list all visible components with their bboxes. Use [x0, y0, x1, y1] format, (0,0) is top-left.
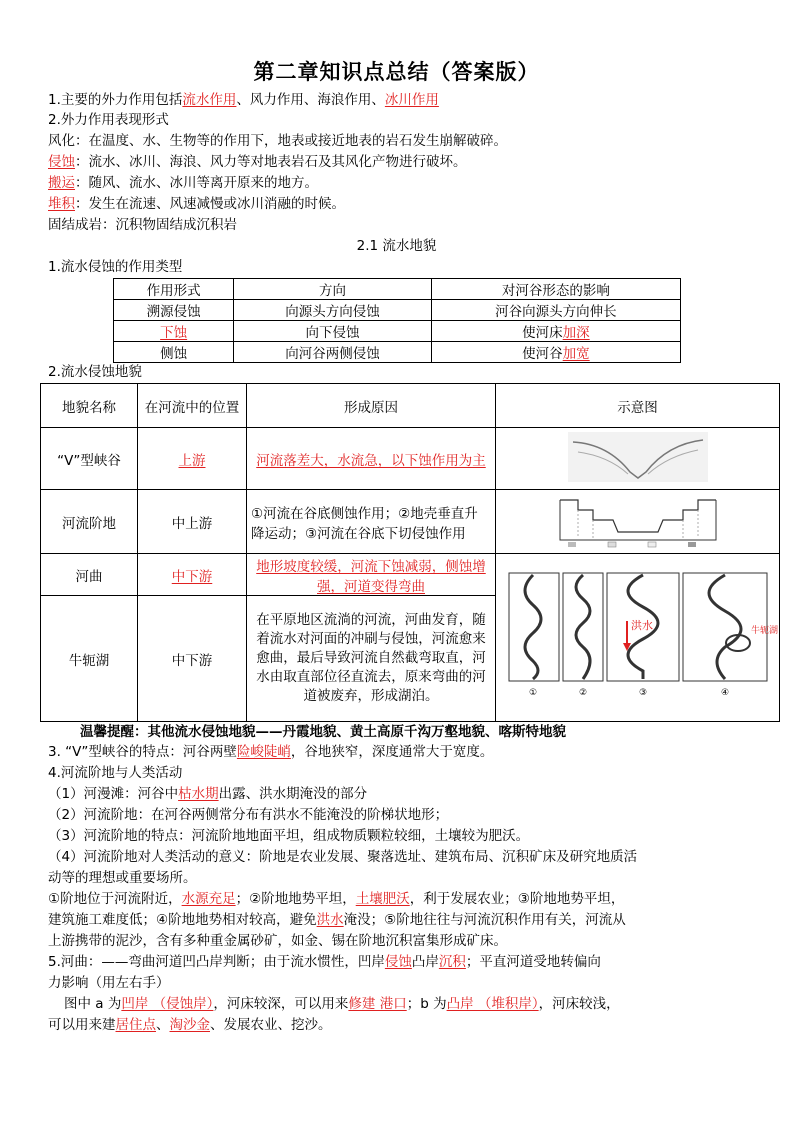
terrace-sketch: [558, 492, 718, 548]
term-transport: 搬运: [48, 175, 75, 191]
landform-reason: 在平原地区流淌的河流，河曲发育，随着流水对河面的冲刷与侵蚀，河流愈来愈曲，最后导致河流自然截弯取直，河水由取直部位径直流去，原来弯曲的河道被废弃，形成湖泊。: [247, 596, 496, 722]
diagram-meander-oxbow: [496, 554, 780, 722]
landform-name: 河流阶地: [41, 490, 138, 554]
line-banks-1: 图中 a 为凹岸 （侵蚀岸），河床较深，可以用来修建 港口；b 为凸岸 （堆积岸），河床较浅，: [64, 996, 620, 1012]
line-external-forces: 1.主要的外力作用包括流水作用、风力作用、海浪作用、冰川作用: [48, 92, 439, 108]
line-erosion: 侵蚀：流水、冰川、海浪、风力等对地表岩石及其风化产物进行破坏。: [48, 154, 467, 170]
line-meander-cont: 力影响（用左右手）: [48, 975, 170, 991]
table-row: [114, 300, 681, 321]
tip-line: 温馨提醒：其他流水侵蚀地貌——丹霞地貌、黄土高原千沟万壑地貌、喀斯特地貌: [80, 724, 566, 740]
step-label: ②: [578, 687, 587, 698]
term-deposition: 堆积: [48, 196, 75, 212]
table-row: [114, 321, 681, 342]
line-terrace-def: （2）河流阶地：在河谷两侧常分布有洪水不能淹没的阶梯状地形；: [48, 807, 449, 823]
table-cell: 溯源侵蚀: [114, 300, 234, 321]
line-v-valley-features: 3. “V”型峡谷的特点：河谷两壁险峻陡峭，谷地狭窄，深度通常大于宽度。: [48, 744, 494, 760]
table-cell: 使河谷加宽: [431, 342, 680, 363]
diagram-v-valley: [496, 428, 780, 490]
landform-reason: ①河流在谷底侧蚀作用；②地壳垂直升降运动；③河流在谷底下切侵蚀作用: [247, 490, 496, 554]
line-deposition: 堆积：发生在流速、风速减慢或冰川消融的时候。: [48, 196, 345, 212]
step-label: ④: [720, 687, 729, 698]
line-terrace-reasons-2: 建筑施工难度低；④阶地地势相对较高，避免洪水淹没；⑤阶地往往与河流沉积作用有关，河流从: [48, 912, 626, 928]
landform-name: 牛轭湖: [41, 596, 138, 722]
landform-position: 中上游: [138, 490, 247, 554]
line-terrace-heading: 4.河流阶地与人类活动: [48, 765, 183, 781]
landform-position: 上游: [138, 428, 247, 490]
table-row: [41, 428, 780, 490]
oxbow-lake-label: 牛轭湖: [750, 625, 778, 636]
table-header: 作用形式: [114, 279, 234, 300]
table-row: [41, 554, 780, 596]
line-floodplain: （1）河漫滩：河谷中枯水期出露、洪水期淹没的部分: [48, 786, 368, 802]
table-cell: 河谷向源头方向伸长: [431, 300, 680, 321]
table-header: 对河谷形态的影响: [431, 279, 680, 300]
landform-reason: 河流落差大，水流急，以下蚀作用为主: [247, 428, 496, 490]
line-banks-2: 可以用来建居住点、淘沙金、发展农业、挖沙。: [48, 1017, 332, 1033]
table-cell: 向下侵蚀: [234, 321, 432, 342]
line-terrace-features: （3）河流阶地的特点：河流阶地地面平坦，组成物质颗粒较细，土壤较为肥沃。: [48, 828, 530, 844]
line-terrace-significance: （4）河流阶地对人类活动的意义：阶地是农业发展、聚落选址、建筑布局、沉积矿床及研究地质活: [48, 849, 638, 865]
step-label: ③: [638, 687, 647, 698]
line-terrace-reasons-3: 上游携带的泥沙，含有多种重金属砂矿，如金、锡在阶地沉积富集形成矿床。: [48, 933, 507, 949]
table-header: 方向: [234, 279, 432, 300]
table-row: [41, 490, 780, 554]
landform-reason: 地形坡度较缓，河流下蚀减弱，侧蚀增强，河道变得弯曲: [247, 554, 496, 596]
diagram-river-terrace: [496, 490, 780, 554]
line-meander: 5.河曲：——弯曲河道凹凸岸判断；由于流水惯性，凹岸侵蚀凸岸沉积；平直河道受地转偏向: [48, 954, 601, 970]
table-row: [114, 342, 681, 363]
table-header: 示意图: [496, 384, 780, 428]
page-title: 第二章知识点总结（答案版）: [253, 60, 540, 84]
line-erosion-landforms: 2.流水侵蚀地貌: [48, 364, 142, 380]
term-erosion: 侵蚀: [48, 154, 75, 170]
meander-sketch: [503, 571, 778, 701]
table-cell: 使河床加深: [431, 321, 680, 342]
flood-label-1: 洪水: [630, 618, 653, 632]
step-label: ①: [528, 687, 537, 698]
line-terrace-reasons-1: ①阶地位于河流附近，水源充足；②阶地地势平坦，土壤肥沃，利于发展农业；③阶地地势平坦，: [48, 891, 625, 907]
answer-glacier: 冰川作用: [384, 92, 439, 108]
table-cell: 向源头方向侵蚀: [234, 300, 432, 321]
table-cell: 向河谷两侧侵蚀: [234, 342, 432, 363]
landform-position: 中下游: [138, 596, 247, 722]
answer-flowing-water: 流水作用: [182, 92, 237, 108]
landform-name: “V”型峡谷: [41, 428, 138, 490]
line-lithification: 固结成岩：沉积物固结成沉积岩: [48, 217, 237, 233]
table-header-row: [41, 384, 780, 428]
table-cell: 侧蚀: [114, 342, 234, 363]
v-valley-sketch: [568, 432, 708, 482]
line-terrace-significance-cont: 动等的理想或重要场所。: [48, 870, 197, 886]
line-weathering: 风化：在温度、水、生物等的作用下，地表或接近地表的岩石发生崩解破碎。: [48, 133, 507, 149]
table-header: 地貌名称: [41, 384, 138, 428]
erosion-types-table: [113, 278, 681, 363]
table-header: 在河流中的位置: [138, 384, 247, 428]
table-header: 形成原因: [247, 384, 496, 428]
line-erosion-types: 1.流水侵蚀的作用类型: [48, 259, 183, 275]
landform-position: 中下游: [138, 554, 247, 596]
landform-name: 河曲: [41, 554, 138, 596]
table-header-row: [114, 279, 681, 300]
line-forms-heading: 2.外力作用表现形式: [48, 112, 169, 128]
line-transport: 搬运：随风、流水、冰川等离开原来的地方。: [48, 175, 318, 191]
erosion-landforms-table: [40, 383, 780, 722]
table-cell: 下蚀: [114, 321, 234, 342]
section-heading: 2.1 流水地貌: [356, 238, 437, 254]
